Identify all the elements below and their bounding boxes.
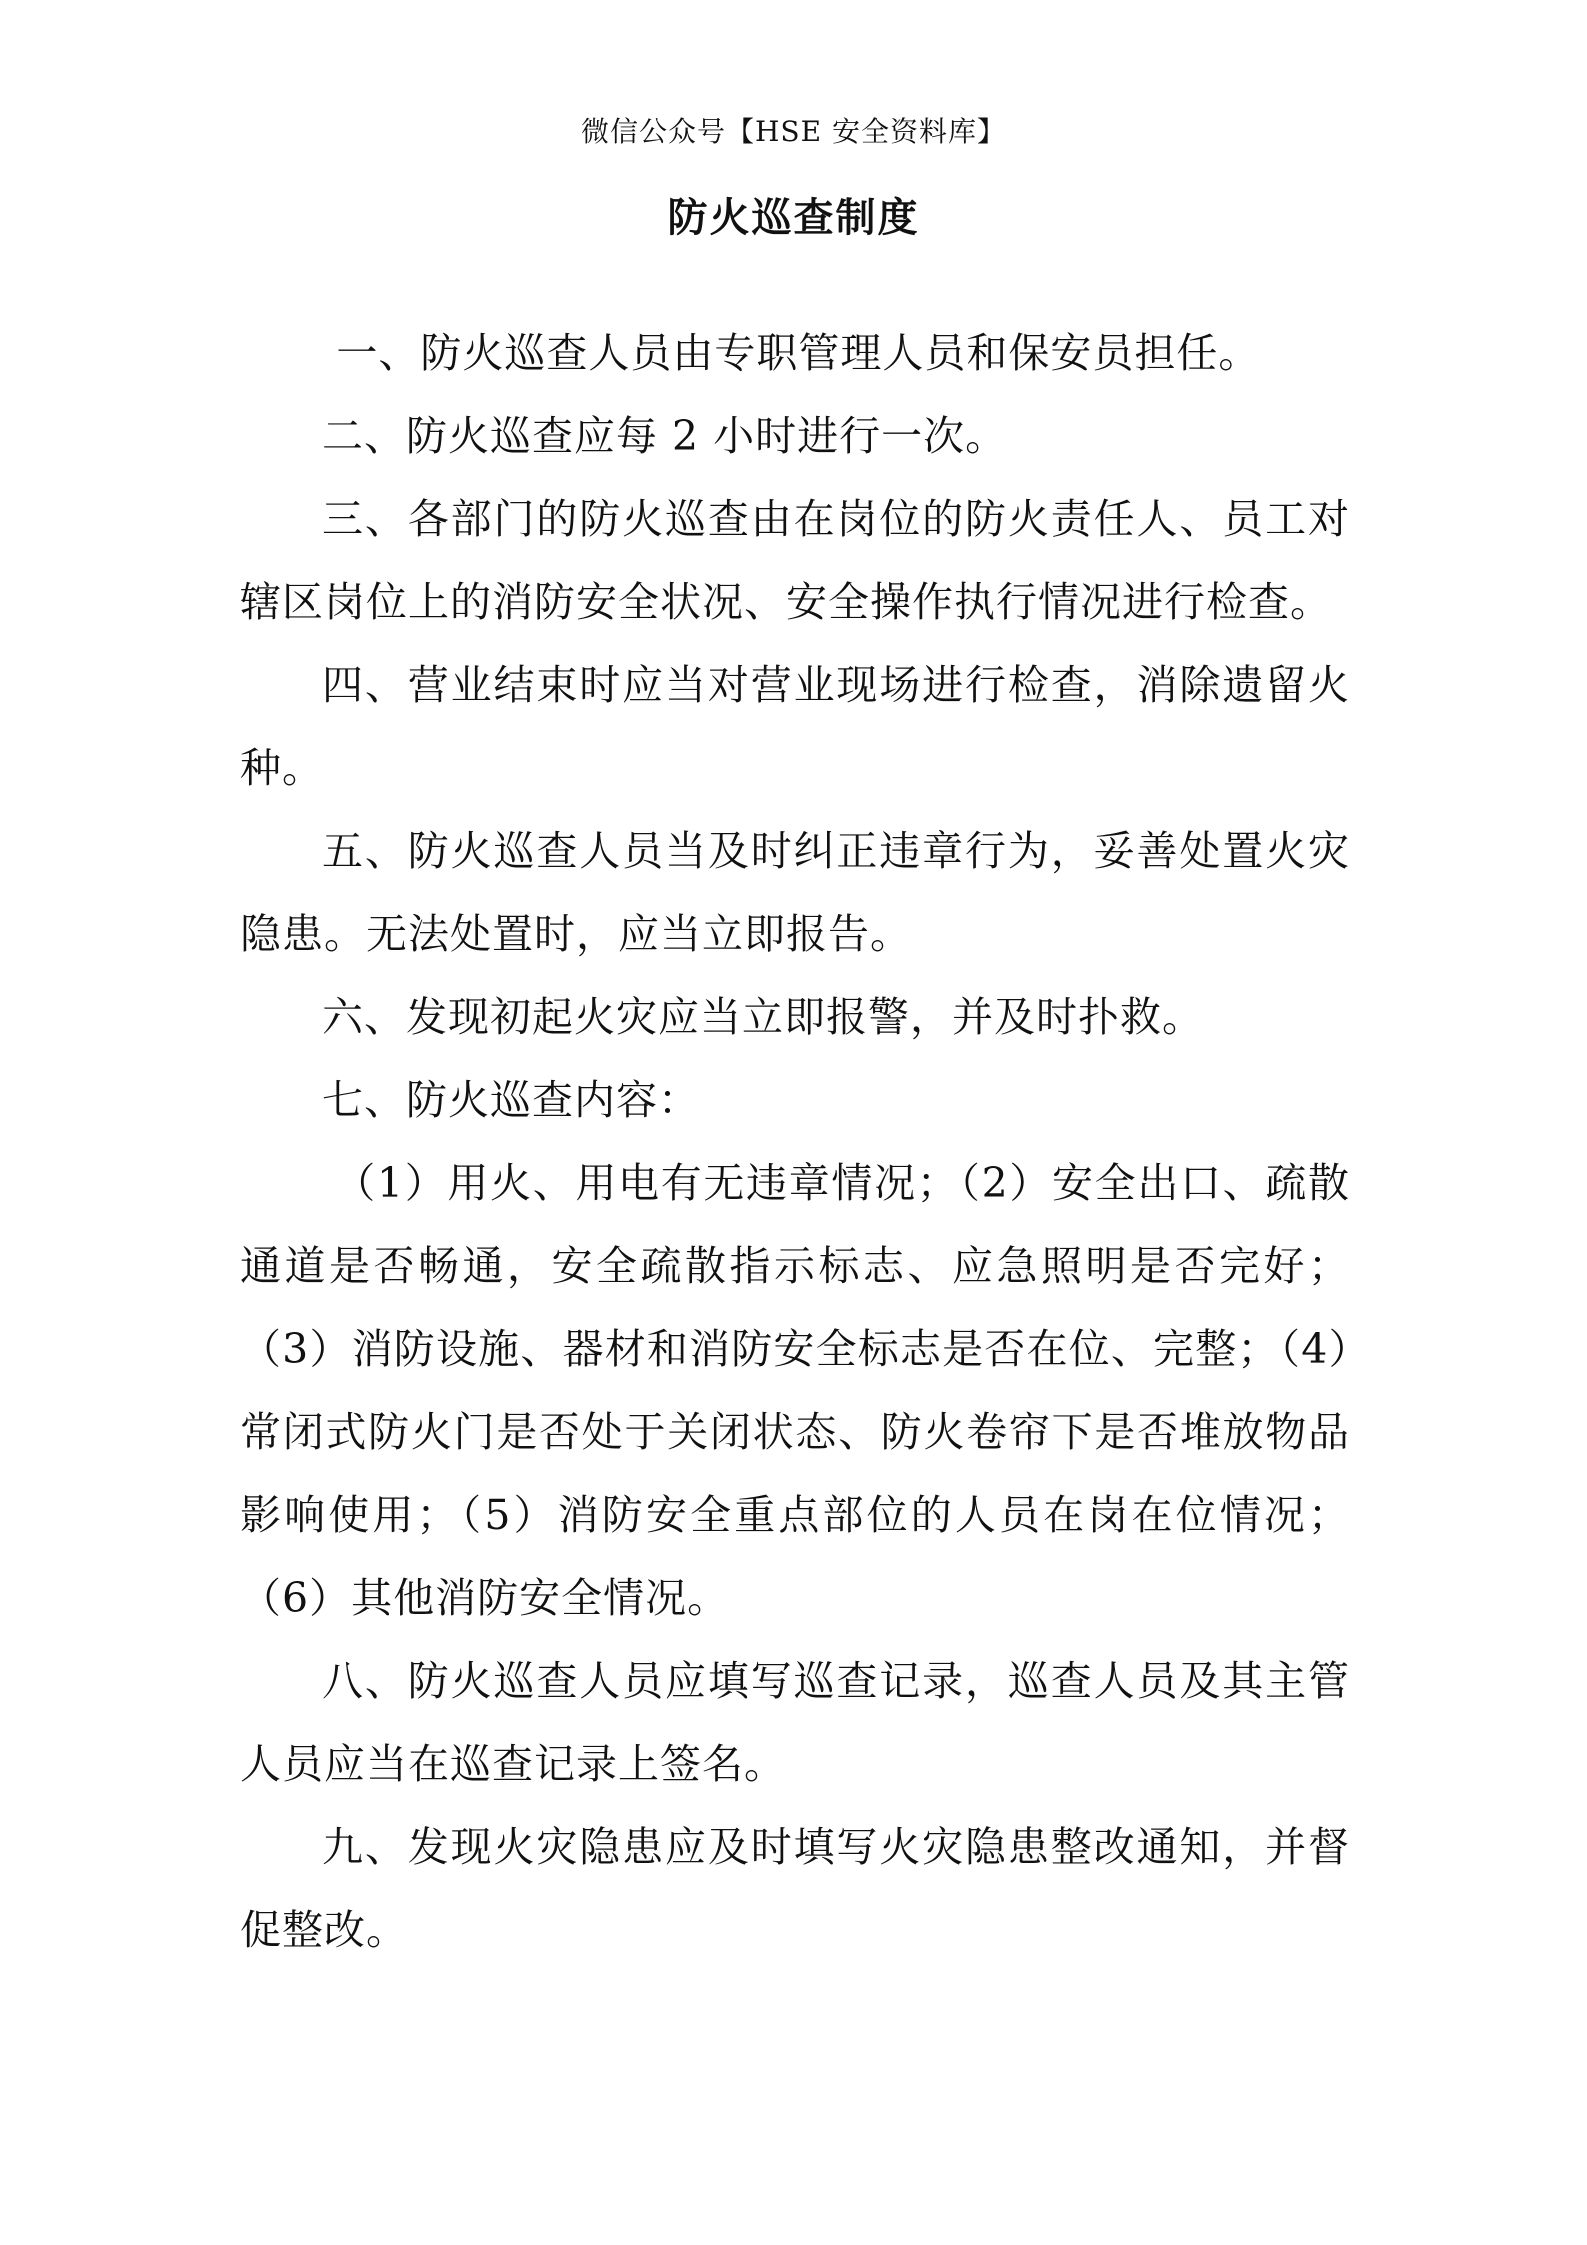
paragraph-3: 三、各部门的防火巡查由在岗位的防火责任人、员工对辖区岗位上的消防安全状况、安全操作执行情况进行检查。 <box>240 495 1350 626</box>
paragraph-7: 七、防火巡查内容： <box>322 1076 700 1124</box>
paragraph-4: 四、营业结束时应当对营业现场进行检查，消除遗留火种。 <box>240 661 1350 792</box>
page-header: 微信公众号【HSE 安全资料库】 <box>581 115 1006 148</box>
document-title: 防火巡查制度 <box>667 195 920 241</box>
paragraph-9: 九、发现火灾隐患应及时填写火灾隐患整改通知，并督促整改。 <box>240 1823 1350 1954</box>
paragraph-5: 五、防火巡查人员当及时纠正违章行为，妥善处置火灾隐患。无法处置时，应当立即报告。 <box>240 827 1350 958</box>
paragraph-8: 八、防火巡查人员应填写巡查记录，巡查人员及其主管人员应当在巡查记录上签名。 <box>240 1657 1350 1788</box>
paragraph-7-items: （1）用火、用电有无违章情况；（2）安全出口、疏散通道是否畅通，安全疏散指示标志、应急照明是否完好；（3）消防设施、器材和消防安全标志是否在位、完整；（4）常闭式防火门是否处于关闭状态、防火卷帘下是否堆放物品影响使用；（5）消防安全重点部位的人员在岗在位情况；（6）其他消防安全情况。 <box>240 1159 1350 1622</box>
paragraph-1: 一、防火巡查人员由专职管理人员和保安员担任。 <box>336 329 1261 377</box>
document-body <box>240 312 1350 1972</box>
paragraph-2: 二、防火巡查应每 2 小时进行一次。 <box>322 412 1008 460</box>
paragraph-6: 六、发现初起火灾应当立即报警，并及时扑救。 <box>322 993 1204 1041</box>
